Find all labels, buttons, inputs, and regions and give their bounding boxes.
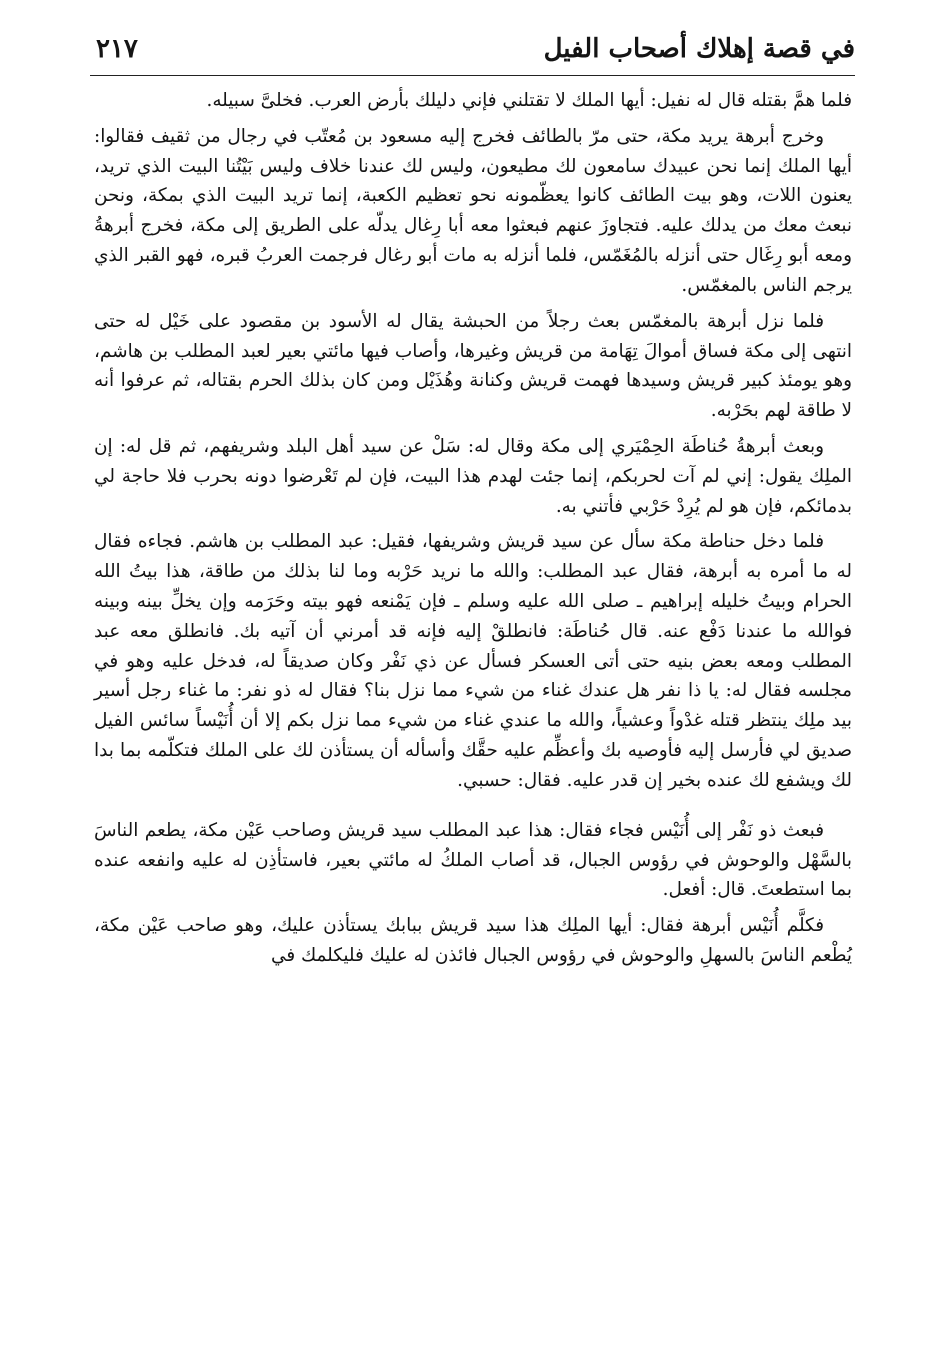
paragraph: فلما دخل حناطة مكة سأل عن سيد قريش وشريفها، فقيل: عبد المطلب بن هاشم. فجاءه فقال له ما أمره به أبرهة، فقال عبد المطلب: والله ما نريد حَرْبه وما لنا بذلك من طاقة، هذا بيتُ الله الحرام وبيتُ خليله إبراهيم ـ صلى الله عليه وسلم ـ فإن يَمْنعه فهو بيته وحَرَمه وإن يخلِّ بينه وبينه فوالله ما عندنا دَفْع عنه. قال حُناطَة: فانطلقْ إليه فإنه قد أمرني أن آتيه بك. فانطلق معه عبد المطلب ومعه بعض بنيه حتى أتى العسكر فسأل عن ذي نَفْر وكان صديقاً له، فدخل عليه وهو في مجلسه فقال له: يا ذا نفر هل عندك غناء من شيء مما نزل بنا؟ فقال له ذو نفر: ما غناء رجل أسير بيد ملِك ينتظر قتله غدْواً وعشياً، والله ما عندي غناء من شيء مما نزل بكم إلا أن أُنَيْساً سائس الفيل صديق لي فأرسل إليه فأوصيه بك وأعظِّم عليه حقَّك وأسأله أن يستأذن لك على الملك فتكلّمه بما بدا لك ويشفع لك عنده بخير إن قدر عليه. فقال: حسبي. <box>94 531 852 791</box>
main-text <box>94 86 852 977</box>
running-header <box>90 24 855 76</box>
paragraph: وخرج أبرهة يريد مكة، حتى مرّ بالطائف فخرج إليه مسعود بن مُعتّب في رجال من ثقيف فقالوا: أيها الملك إنما نحن عبيدك سامعون لك مطيعون، وليس لك عندنا خلاف وليس بَيْتُنا البيت الذي تريد، يعنون اللات، وهو بيت الطائف كانوا يعظّمونه نحو تعظيم الكعبة، إنما تريد البيت الذي بمكة، ونحن نبعث معك من يدلك عليه. فتجاوزَ عنهم فبعثوا معه أبا رِغال يدلّه على الطريق إلى مكة، فخرج أبرهةُ ومعه أبو رِغَال حتى أنزله بالمُغَمّس، فلما أنزله به مات أبو رغال فرجمت العربُ قبره، فهو القبر الذي يرجم الناس بالمغمّس. <box>94 125 852 296</box>
header-divider <box>90 75 855 76</box>
paragraph: فكلَّم أُنَيْس أبرهة فقال: أيها الملِك هذا سيد قريش ببابك يستأذن عليك، وهو صاحب عَيْن مكة، يُطْعم الناسَ بالسهلِ والوحوش في رؤوس الجبال فائذن له عليك فليكلمك في <box>94 915 852 966</box>
page-number: ٢١٧ <box>96 34 138 64</box>
paragraph: وبعث أبرهةُ حُناطَة الحِمْيَري إلى مكة وقال له: سَلْ عن سيد أهل البلد وشريفهم، ثم قل له: إن الملِك يقول: إني لم آت لحربكم، إنما جئت لهدم هذا البيت، فإن لم تَعْرضوا دونه بحرب فلا حاجة لي بدمائكم، فإن هو لم يُرِدْ حَرْبي فأتني به. <box>94 435 852 517</box>
paragraph: فلما همَّ بقتله قال له نفيل: أيها الملك لا تقتلني فإني دليلك بأرض العرب. فخلىَّ سبيله. <box>206 90 852 111</box>
chapter-title: في قصة إهلاك أصحاب الفيل <box>543 34 855 64</box>
paragraph: فبعث ذو نَفْر إلى أُنَيْس فجاء فقال: هذا عبد المطلب سيد قريش وصاحب عَيْن مكة، يطعم الناسَ بالسَّهْل والوحوش في رؤوس الجبال، قد أصاب الملكُ له مائتي بعير، فاستأذِن له عليه وانفعه عنده بما استطعتَ. قال: أفعل. <box>94 819 852 901</box>
paragraph: فلما نزل أبرهة بالمغمّس بعث رجلاً من الحبشة يقال له الأسود بن مقصود على خَيْل له حتى انتهى إلى مكة فساق أموالَ تِهَامة من قريش وغيرها، وأصاب فيها مائتي بعير لعبد المطلب بن هاشم، وهو يومئذ كبير قريش وسيدها فهمت قريش وكنانة وهُذَيْل ومن كان بذلك الحرم بقتاله، ثم عرفوا أنه لا طاقة لهم بحَرْبه. <box>94 310 852 422</box>
